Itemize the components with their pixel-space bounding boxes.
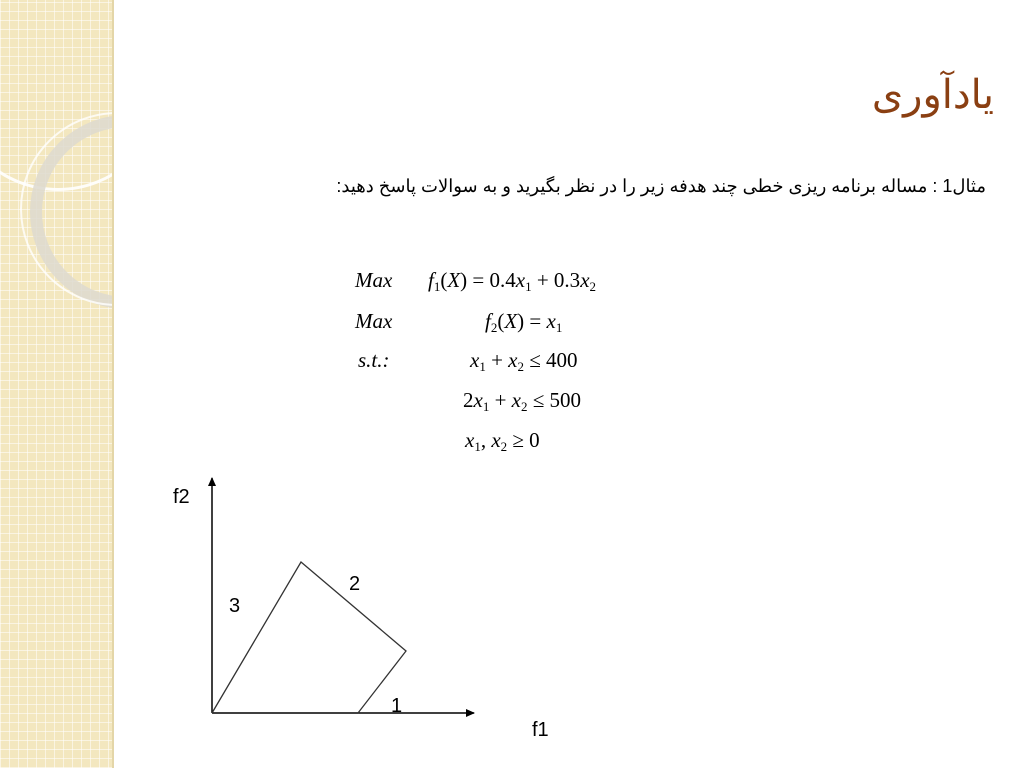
slide-subtitle: مثال1 : مساله برنامه ریزی خطی چند هدفه زیر را در نظر بگیرید و به سوالات پاسخ دهید: — [336, 176, 986, 196]
eq-label-max-2: Max — [355, 309, 393, 333]
eq-objective-f2: $f_2(X) = x_1$ — [485, 309, 563, 335]
eq-label-st: s.t.: — [358, 348, 390, 372]
eq-constraint-nonneg: $x_1$, $x_2 \ge 0$ — [465, 428, 540, 454]
eq-constraint-1: $x_1 + x_2 \le 400$ — [470, 348, 578, 374]
edge-label-1: 1 — [391, 695, 403, 717]
x-axis-label: f1 — [532, 719, 549, 741]
eq-constraint-2: $2x_1 + x_2 \le 500$ — [463, 388, 582, 414]
eq-label-max-1: Max — [355, 268, 393, 292]
feasible-region-boundary — [212, 562, 406, 713]
eq-objective-f1: $f_1(X) = 0.4x_1 + 0.3x_2$ — [428, 268, 597, 294]
edge-label-2: 2 — [349, 573, 361, 595]
y-axis-label: f2 — [173, 486, 190, 508]
edge-label-3: 3 — [229, 595, 241, 617]
slide-title: یادآوری — [871, 72, 994, 118]
